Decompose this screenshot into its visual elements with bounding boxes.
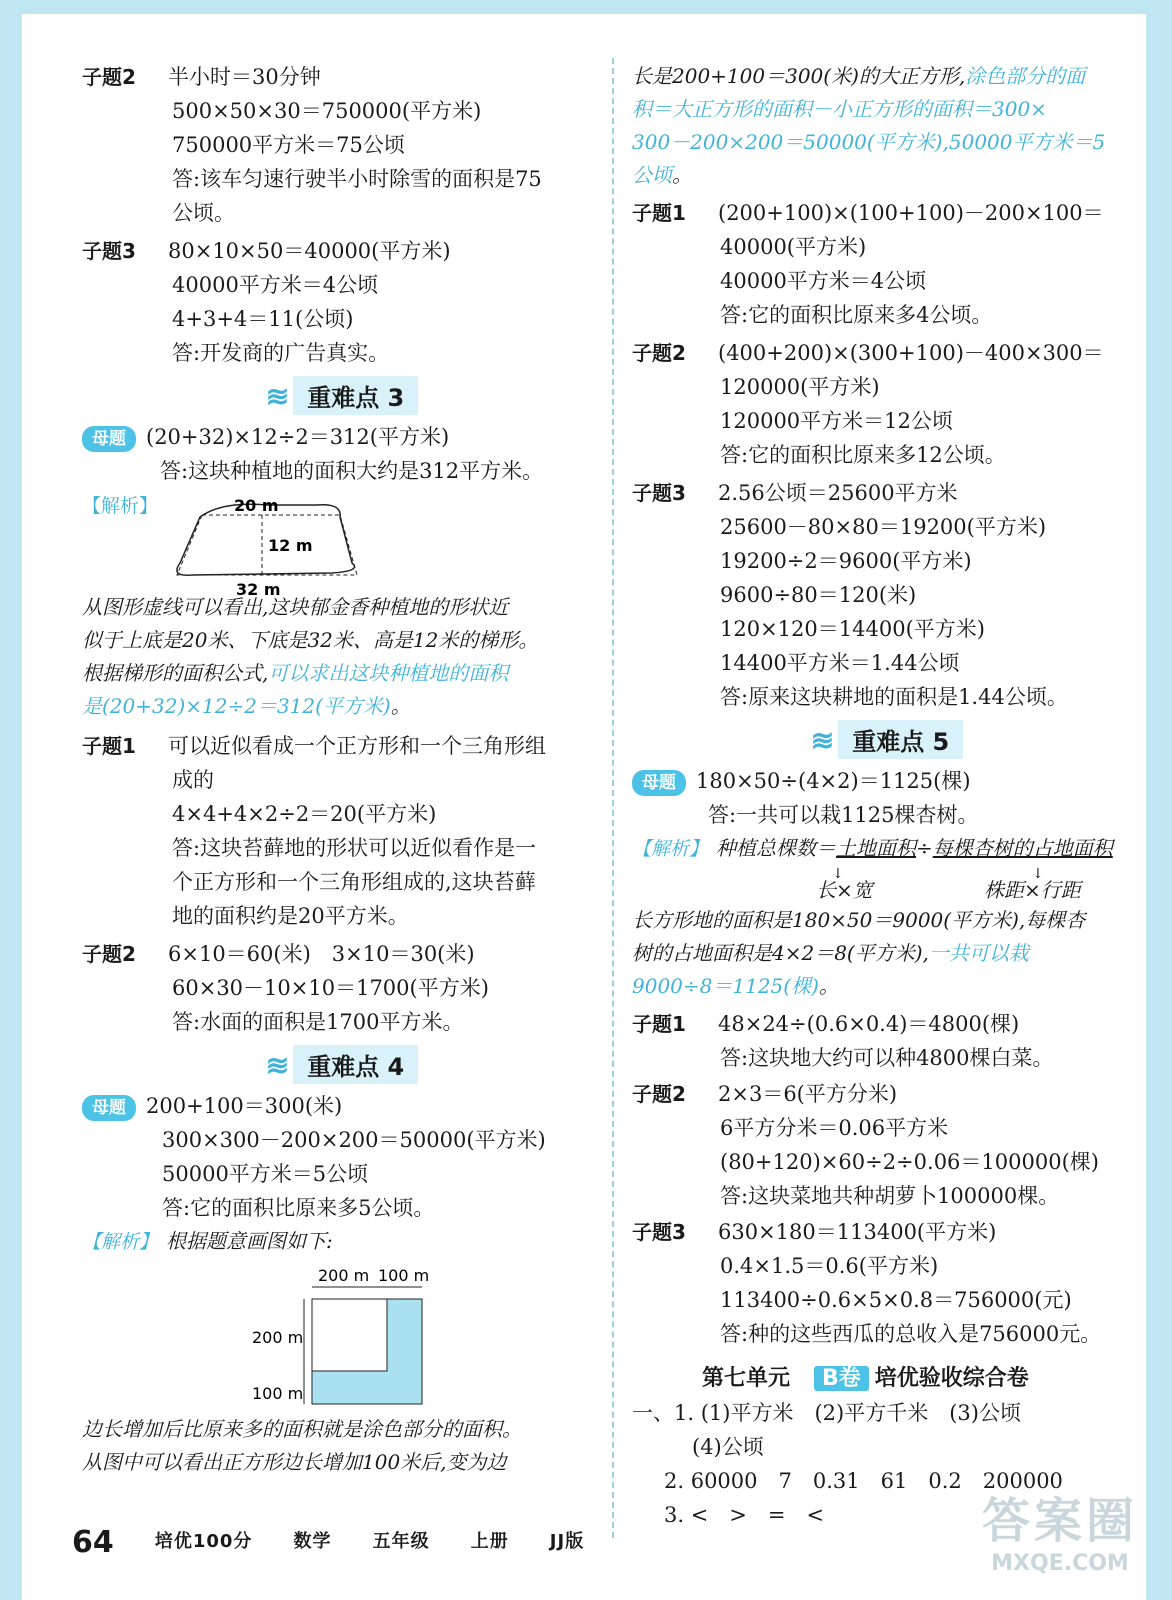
text-line: 答:该车匀速行驶半小时除雪的面积是75 [172, 167, 542, 191]
text-line: (80+120)×60÷2÷0.06＝100000(棵) [720, 1150, 1099, 1174]
text-line: 公顷。 [172, 201, 235, 225]
text-line: 120000平方米＝12公顷 [720, 409, 953, 433]
text-line: 2×3＝6(平方分米) [718, 1082, 898, 1106]
unit-section-title: 第七单元 B卷 培优验收综合卷 [702, 1366, 1029, 1391]
text-line: 成的 [172, 768, 214, 792]
subquestion-label: 子题2 [82, 942, 136, 966]
subquestion-label: 子题1 [632, 1012, 686, 1036]
figure-label: 12 m [268, 536, 313, 555]
text-line: (20+32)×12÷2＝312(平方米) [146, 425, 450, 449]
figure-label: 100 m [252, 1384, 304, 1403]
text-line: 40000平方米＝4公顷 [172, 273, 379, 297]
text-line: 半小时＝30分钟 [168, 65, 321, 89]
square-figure [82, 1259, 602, 1409]
text-line: 200+100＝300(米) [146, 1094, 343, 1118]
formula-subline: ↓ ↓ 长×宽 株距×行距 [816, 866, 1081, 902]
left-column: 子题2 半小时＝30分钟 500×50×30＝750000(平方米) 750000平方米＝75公顷 答:该车匀速行驶半小时除雪的面积是75 公顷。 子题3 80×10×50＝40000(平方米) 40000平方米＝4公顷 4+3+4＝11(公顷) 答:开发商的广告真实。 ≋ 重难点 3 母题 (20+32)×12÷2＝312(平方米) 答:这块种植地的面积大约是312平方米。 【解析】 20 m 12 m 32 m 从图形虚线可以看出,这块郁金香种植地的形状近 似于上底是20米、下底是32米、高是12米的梯形。 根据梯形的面积公式,可以求出这块种植地的面积 是(20+32)×12÷2＝312(平方米)。 子题1 可以近似看成一个正方形和一个三角形组 成的 4×4+4×2÷2＝20(平方米) 答:这块苔藓地的形状可以近似看作是一 个正方形和一个三角形组成的,这块苔藓 地的面积约是20平方米。 子题2 6×10＝60(米) 3×10＝30(米) 60×30－10×10＝1700(平方米) 答:水面的面积是1700平方米。 ≋ 重难点 4 母题 200+100＝300(米) 300×300－200×200＝50000(平方米) 50000平方米＝5公顷 答:它的面积比原来多5公顷。 【解析】 根据题意画图如下: 200 m 100 m 200 m 100 m 边长增加后比原来多的面积就是涂色部分的面积。 从图中可以看出正方形边长增加100米后,变为边 [82, 60, 602, 1479]
right-column: 长是200+100＝300(米)的大正方形,涂色部分的面 积＝大正方形的面积－小正方形的面积＝300× 300－200×200＝50000(平方米),50000平方米＝5 公顷。 子题1 (200+100)×(100+100)－200×100＝ 40000(平方米) 40000平方米＝4公顷 答:它的面积比原来多4公顷。 子题2 (400+200)×(300+100)－400×300＝ 120000(平方米) 120000平方米＝12公顷 答:它的面积比原来多12公顷。 子题3 2.56公顷＝25600平方米 25600－80×80＝19200(平方米) 19200÷2＝9600(平方米) 9600÷80＝120(米) 120×120＝14400(平方米) 14400平方米＝1.44公顷 答:原来这块耕地的面积是1.44公顷。 ≋ 重难点 5 母题 180×50÷(4×2)＝1125(棵) 答:一共可以栽1125棵杏树。 【解析】 种植总棵数＝土地面积÷每棵杏树的占地面积 ↓ ↓ 长×宽 株距×行距 长方形地的面积是180×50＝9000(平方米),每棵杏 树的占地面积是4×2＝8(平方米),一共可以栽 9000÷8＝1125(棵)。 子题1 48×24÷(0.6×0.4)＝4800(棵) 答:这块地大约可以种4800棵白菜。 子题2 2×3＝6(平方分米) 6平方分米＝0.06平方米 (80+120)×60÷2÷0.06＝100000(棵) 答:这块菜地共种胡萝卜100000棵。 子题3 630×180＝113400(平方米) 0.4×1.5＝0.6(平方米) 113400÷0.6×5×0.8＝756000(元) 答:种的这些西瓜的总收入是756000元。 第七单元 B卷 培优验收综合卷 一、1. (1)平方米 (2)平方千米 (3)公顷 (4)公顷 2. 60000 7 0.31 61 0.2 200000 3. < > = < [632, 60, 1142, 1532]
text-line: 答:这块苔藓地的形状可以近似看作是一 [172, 836, 537, 860]
subquestion-label: 子题3 [82, 239, 136, 263]
text-line: 630×180＝113400(平方米) [718, 1220, 997, 1244]
subquestion-label: 子题2 [632, 341, 686, 365]
subquestion-label: 子题1 [82, 734, 136, 758]
text-line: 根据题意画图如下: [166, 1229, 333, 1253]
highlight-text: 300－200×200＝50000(平方米),50000平方米＝5 [632, 130, 1106, 154]
text-line: 750000平方米＝75公顷 [172, 133, 405, 157]
text-line: 答:它的面积比原来多5公顷。 [162, 1196, 435, 1220]
figure-label: 200 m [252, 1328, 304, 1347]
subquestion-label: 子题2 [632, 1082, 686, 1106]
answer-line: (4)公顷 [692, 1435, 764, 1459]
text-line: 300×300－200×200＝50000(平方米) [162, 1128, 546, 1152]
text-line: (400+200)×(300+100)－400×300＝ [718, 341, 1104, 365]
text-line: 可以近似看成一个正方形和一个三角形组 [168, 734, 546, 758]
text-line: 答:开发商的广告真实。 [172, 341, 390, 365]
text-line: 48×24÷(0.6×0.4)＝4800(棵) [718, 1012, 1020, 1036]
text-line: 地的面积约是20平方米。 [172, 904, 409, 928]
text-line: 树的占地面积是4×2＝8(平方米), [632, 941, 929, 965]
highlight-text: 一共可以栽 [928, 941, 1029, 965]
text-line: 50000平方米＝5公顷 [162, 1162, 369, 1186]
text-line: 2.56公顷＝25600平方米 [718, 481, 958, 505]
page-footer: 64 培优100分 数学 五年级 上册 JJ版 [72, 1525, 585, 1560]
text-line: 根据梯形的面积公式, [82, 661, 269, 685]
section-heading: ≋ 重难点 3 [82, 376, 602, 416]
formula-line: 【解析】 种植总棵数＝土地面积÷每棵杏树的占地面积 [632, 836, 1113, 860]
text-line: 4+3+4＝11(公顷) [172, 307, 354, 331]
page-number: 64 [72, 1525, 114, 1560]
wave-icon: ≋ [265, 380, 290, 413]
text-line: 长是200+100＝300(米)的大正方形, [632, 64, 966, 88]
answer-line: 2. 60000 7 0.31 61 0.2 200000 [664, 1469, 1063, 1493]
text-line: 答:原来这块耕地的面积是1.44公顷。 [720, 685, 1068, 709]
text-line: 答:一共可以栽1125棵杏树。 [708, 803, 979, 827]
text-line: 答:这块地大约可以种4800棵白菜。 [720, 1046, 1054, 1070]
text-line: 120×120＝14400(平方米) [720, 617, 985, 641]
section-heading: ≋ 重难点 5 [632, 720, 1142, 760]
text-line: 9600÷80＝120(米) [720, 583, 917, 607]
text-line: 答:这块菜地共种胡萝卜100000棵。 [720, 1184, 1060, 1208]
highlight-text: 9000÷8＝1125(棵) [632, 974, 819, 998]
text-line: 40000(平方米) [720, 235, 867, 259]
mother-question-tag: 母题 [82, 1095, 136, 1121]
figure-label: 20 m [234, 496, 279, 515]
subquestion-label: 子题3 [632, 1220, 686, 1244]
subquestion-label: 子题3 [632, 481, 686, 505]
analysis-tag: 【解析】 [632, 838, 709, 860]
text-line: 答:水面的面积是1700平方米。 [172, 1010, 464, 1034]
answer-line: 3. < > = < [664, 1503, 825, 1527]
text-line: 似于上底是20米、下底是32米、高是12米的梯形。 [82, 628, 539, 652]
text-line: 边长增加后比原来多的面积就是涂色部分的面积。 [82, 1417, 522, 1441]
text-line: 120000(平方米) [720, 375, 880, 399]
text-line: 6×10＝60(米) 3×10＝30(米) [168, 942, 475, 966]
text-line: 0.4×1.5＝0.6(平方米) [720, 1254, 939, 1278]
highlight-text: 涂色部分的面 [965, 64, 1086, 88]
figure-label: 32 m [236, 580, 281, 599]
highlight-text: 是(20+32)×12÷2＝312(平方米) [82, 694, 391, 718]
text-line: 从图中可以看出正方形边长增加100米后,变为边 [82, 1450, 507, 1474]
text-line: 从图形虚线可以看出,这块郁金香种植地的形状近 [82, 595, 509, 619]
text-line: 19200÷2＝9600(平方米) [720, 549, 972, 573]
column-divider [612, 58, 614, 1538]
text-line: 25600－80×80＝19200(平方米) [720, 515, 1047, 539]
text-line: (200+100)×(100+100)－200×100＝ [718, 201, 1104, 225]
mother-question-tag: 母题 [82, 426, 136, 452]
text-line: 500×50×30＝750000(平方米) [172, 99, 482, 123]
text-line: 113400÷0.6×5×0.8＝756000(元) [720, 1288, 1072, 1312]
section-heading: ≋ 重难点 4 [82, 1045, 602, 1085]
mother-question-tag: 母题 [632, 770, 686, 796]
text-line: 60×30－10×10＝1700(平方米) [172, 976, 489, 1000]
analysis-tag: 【解析】 [82, 495, 159, 517]
text-line: 个正方形和一个三角形组成的,这块苔藓 [172, 870, 536, 894]
highlight-text: 公顷 [632, 163, 672, 187]
subquestion-label: 子题2 [82, 65, 136, 89]
wave-icon: ≋ [810, 724, 835, 757]
text-line: 答:种的这些西瓜的总收入是756000元。 [720, 1322, 1102, 1346]
analysis-tag: 【解析】 [82, 1231, 159, 1253]
text-line: 14400平方米＝1.44公顷 [720, 651, 960, 675]
text-line: 40000平方米＝4公顷 [720, 269, 927, 293]
text-line: 长方形地的面积是180×50＝9000(平方米),每棵杏 [632, 908, 1086, 932]
figure-label: 100 m [378, 1266, 430, 1285]
answer-line: 一、1. (1)平方米 (2)平方千米 (3)公顷 [632, 1401, 1021, 1425]
text-line: 80×10×50＝40000(平方米) [168, 239, 451, 263]
text-line: 答:这块种植地的面积大约是312平方米。 [160, 459, 544, 483]
text-line: 180×50÷(4×2)＝1125(棵) [696, 769, 971, 793]
wave-icon: ≋ [265, 1049, 290, 1082]
subquestion-label: 子题1 [632, 201, 686, 225]
figure-label: 200 m [318, 1266, 370, 1285]
text-line: 4×4+4×2÷2＝20(平方米) [172, 802, 437, 826]
text-line: 6平方分米＝0.06平方米 [720, 1116, 949, 1140]
highlight-text: 积＝大正方形的面积－小正方形的面积＝300× [632, 97, 1047, 121]
text-line: 答:它的面积比原来多4公顷。 [720, 303, 993, 327]
highlight-text: 可以求出这块种植地的面积 [268, 661, 509, 685]
watermark-logo: 答案圈 MXQE.COM [981, 1493, 1138, 1576]
text-line: 答:它的面积比原来多12公顷。 [720, 443, 1006, 467]
